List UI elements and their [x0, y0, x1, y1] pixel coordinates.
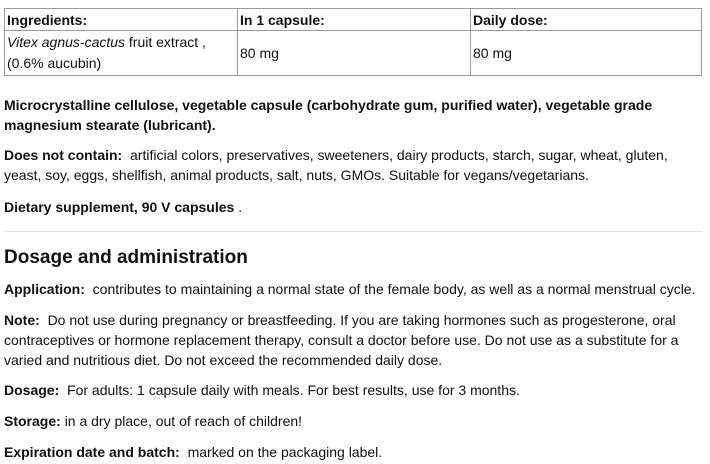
header-ingredients: Ingredients: — [5, 9, 238, 31]
note-info: Note: Do not use during pregnancy or breastfeeding. If you are taking hormones such as progesterone, oral contraceptives or hormone replacement therapy, consult a doctor before use. Do not use as a substitute for a varied and nutritious diet. Do not exceed the recommended daily dose. — [4, 312, 679, 368]
section-divider — [4, 231, 702, 232]
per-capsule-value: 80 mg — [238, 31, 471, 76]
table-row — [5, 31, 702, 76]
header-daily-dose: Daily dose: — [471, 9, 702, 31]
daily-dose-value: 80 mg — [471, 31, 702, 76]
ingredient-latin-name: Vitex agnus-cactus — [7, 34, 126, 50]
ingredient-name-rest: fruit extract , — [125, 34, 206, 50]
table-header-row — [5, 9, 702, 31]
header-per-capsule: In 1 capsule: — [238, 9, 471, 31]
dosage-heading: Dosage and administration — [4, 247, 248, 268]
storage-info: Storage: in a dry place, out of reach of children! — [4, 413, 303, 429]
application-info: Application: contributes to maintaining a normal state of the female body, as well as a normal menstrual cycle. — [4, 281, 696, 297]
ingredient-standardization: (0.6% aucubin) — [7, 55, 102, 71]
dosage-info: Dosage: For adults: 1 capsule daily with meals. For best results, use for 3 months. — [4, 382, 520, 398]
ingredients-table — [4, 8, 702, 76]
ingredient-name-cell — [5, 31, 238, 76]
does-not-contain: Does not contain: artificial colors, preservatives, sweeteners, dairy products, starch, sugar, wheat, gluten, yeast, soy, eggs, shellfish, animal products, salt, nuts, GMOs. Suitable for vegans/vegetarians. — [4, 147, 668, 183]
supplement-info: Dietary supplement, 90 V capsules . — [4, 199, 243, 215]
expiration-info: Expiration date and batch: marked on the packaging label. — [4, 444, 383, 460]
other-ingredients: Microcrystalline cellulose, vegetable capsule (carbohydrate gum, purified water), vegetable grade magnesium stearate (lubricant). — [4, 97, 653, 133]
